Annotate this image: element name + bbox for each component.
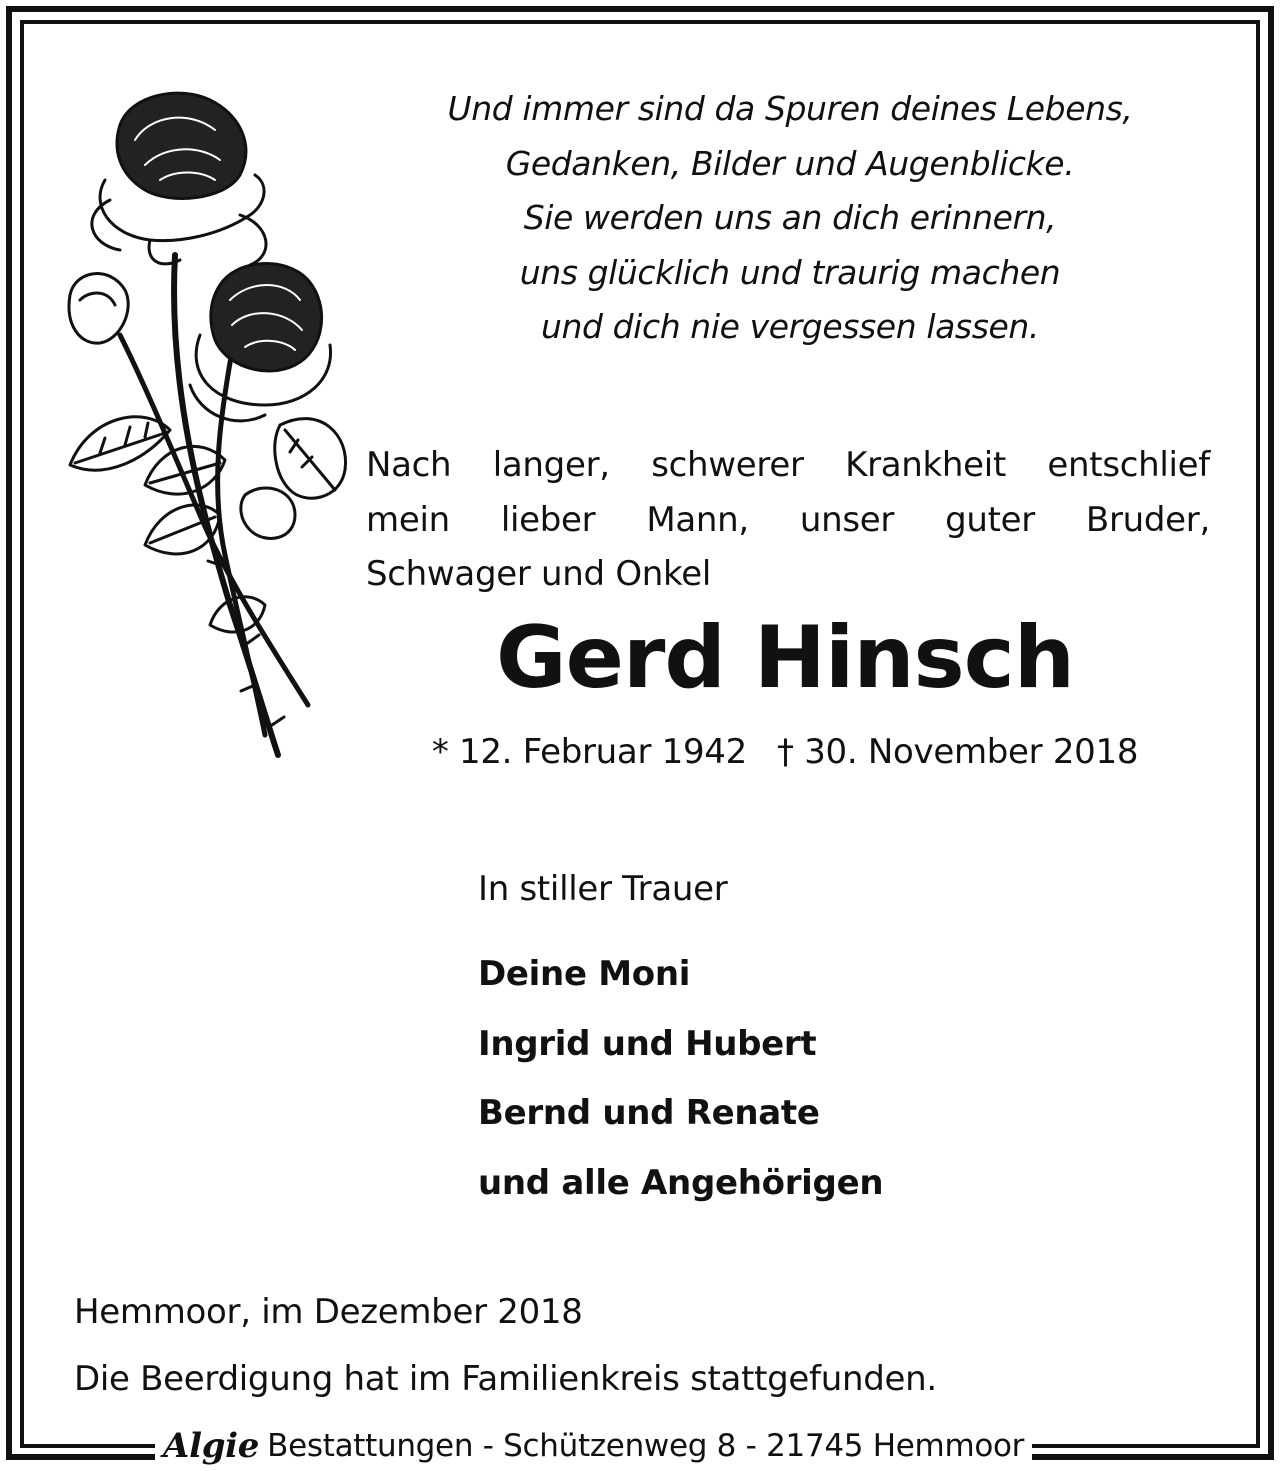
word: unser [799,499,895,540]
word: Nach [366,445,452,485]
verse-line: Und immer sind da Spuren deines Lebens, [447,89,1133,128]
place-and-date: Hemmoor, im Dezember 2018 [74,1292,583,1332]
funeral-home-address: Bestattungen - Schützenweg 8 - 21745 Hemmoor [267,1428,1025,1464]
burial-note: Die Beerdigung hat im Familienkreis stattgefunden. [74,1359,937,1399]
mourners-list [478,940,883,1218]
life-dates [370,725,1200,779]
announcement-text [366,438,1210,602]
verse-line: Sie werden uns an dich erinnern, [523,198,1057,237]
word: Krankheit [845,445,1006,485]
death-date: † 30. November 2018 [776,732,1139,772]
mourner-entry: Deine Moni [478,954,691,994]
funeral-home-footer [155,1426,1032,1466]
memorial-verse [370,82,1210,355]
word: guter [945,499,1035,540]
verse-line: Gedanken, Bilder und Augenblicke. [505,143,1075,183]
word: entschlief [1047,445,1210,485]
mourner-entry: Ingrid und Hubert [478,1023,817,1064]
word: Mann, [646,499,749,540]
announcement-line [366,493,1210,548]
rose-illustration-icon [50,85,350,765]
announcement-line [366,438,1210,493]
birth-date: * 12. Februar 1942 [431,732,747,772]
deceased-name: Gerd Hinsch [496,608,1074,708]
verse-line: und dich nie vergessen lassen. [540,307,1040,346]
announcement-line: Schwager und Onkel [366,554,711,594]
word: langer, [492,445,610,485]
word: lieber [500,499,596,540]
mourner-entry: Bernd und Renate [478,1093,820,1133]
word: schwerer [651,445,804,485]
funeral-home-logo: Algie [163,1426,260,1466]
mourner-entry: und alle Angehörigen [478,1162,884,1203]
word: mein [366,499,450,540]
word: Bruder, [1085,499,1210,540]
verse-line: uns glücklich und traurig machen [519,252,1061,292]
mourning-phrase: In stiller Trauer [478,869,728,909]
